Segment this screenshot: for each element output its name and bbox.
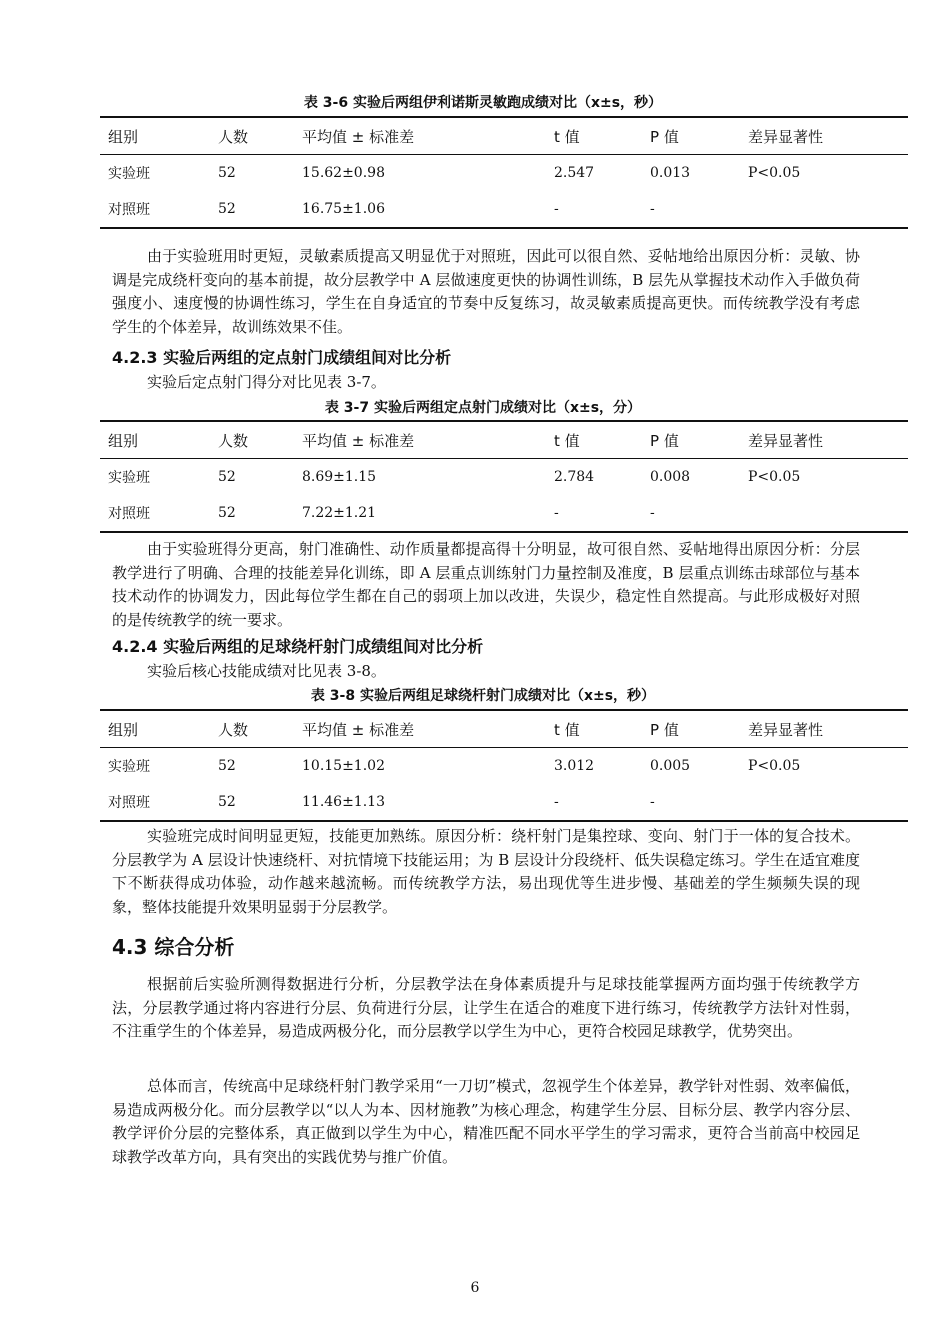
table-row [100,784,908,821]
column-header: 平均值 ± 标准差 [294,421,546,459]
table-cell: 11.46±1.13 [294,784,546,821]
column-header: 人数 [210,117,294,155]
table-cell: 2.547 [554,165,595,181]
column-header: t 值 [546,710,642,748]
table-cell: - [546,784,642,821]
table-cell: 0.008 [650,469,691,485]
table-cell [740,191,908,228]
column-header: P 值 [642,710,740,748]
table-cell: - [642,784,740,821]
table-cell: 52 [218,758,236,774]
table-cell: 8.69±1.15 [302,469,377,485]
table-cell: 对照班 [100,191,210,228]
table-row [100,459,908,496]
column-header: 组别 [100,117,210,155]
table-row [100,155,908,192]
data-table [100,116,908,229]
table-cell: 对照班 [100,784,210,821]
table-header-row [100,421,908,459]
column-header: 组别 [100,710,210,748]
page-number: 6 [470,1280,480,1296]
table-cell: 52 [210,784,294,821]
body-paragraph: 由于实验班得分更高，射门准确性、动作质量都提高得十分明显，故可很自然、妥帖地得出原因分析：分层教学进行了明确、合理的技能差异化训练，即 A 层重点训练射门力量控制及准度，B 层重点训练击球部位与基本技术动作的协调发力，因此每位学生都在自己的弱项上加以改进，失误少，稳定性自然提高。与此形成极好对照的是传统教学的统一要求。 [112,540,860,629]
table-header-row [100,710,908,748]
table-cell: 7.22±1.21 [294,495,546,532]
table-cell: - [546,495,642,532]
column-header: 平均值 ± 标准差 [294,710,546,748]
section-heading: 4.2.4 实验后两组的足球绕杆射门成绩组间对比分析 [112,637,484,656]
table-cell: 52 [218,165,236,181]
table-cell: 52 [210,191,294,228]
table-intro: 实验后核心技能成绩对比见表 3-8。 [147,662,386,680]
table-caption: 表 3-6 实验后两组伊利诺斯灵敏跑成绩对比（x±s，秒） [303,95,663,111]
data-table [100,420,908,533]
section-heading: 4.2.3 实验后两组的定点射门成绩组间对比分析 [112,348,452,367]
table-cell: 实验班 [108,166,150,182]
table-cell: 3.012 [554,758,595,774]
table-intro: 实验后定点射门得分对比见表 3-7。 [147,373,386,391]
table-cell: P<0.05 [748,165,801,181]
body-paragraph: 根据前后实验所测得数据进行分析，分层教学法在身体素质提升与足球技能掌握两方面均强于传统教学方法，分层教学通过将内容进行分层、负荷进行分层，让学生在适合的难度下进行练习，传统教学方法针对性弱，不注重学生的个体差异，易造成两极分化，而分层教学以学生为中心，更符合校园足球教学，优势突出。 [112,975,860,1040]
table-cell: P<0.05 [748,469,801,485]
table-cell: 对照班 [100,495,210,532]
table-cell [740,784,908,821]
column-header: 平均值 ± 标准差 [294,117,546,155]
table-cell: 52 [218,469,236,485]
column-header: 差异显著性 [740,117,908,155]
column-header: 人数 [210,710,294,748]
column-header: 差异显著性 [740,421,908,459]
data-table [100,709,908,822]
body-paragraph: 总体而言，传统高中足球绕杆射门教学采用“一刀切”模式，忽视学生个体差异，教学针对性弱、效率偏低，易造成两极分化。而分层教学以“以人为本、因材施教”为核心理念，构建学生分层、目标分层、教学内容分层、教学评价分层的完整体系，真正做到以学生为中心，精准匹配不同水平学生的学习需求，更符合当前高中校园足球教学改革方向，具有突出的实践优势与推广价值。 [112,1077,860,1166]
body-paragraph: 由于实验班用时更短，灵敏素质提高又明显优于对照班，因此可以很自然、妥帖地给出原因分析：灵敏、协调是完成绕杆变向的基本前提，故分层教学中 A 层做速度更快的协调性训练，B 层先从掌握技术动作入手做负荷强度小、速度慢的协调性练习，学生在自身适宜的节奏中反复练习，故灵敏素质提高更快。而传统教学没有考虑学生的个体差异，故训练效果不佳。 [112,247,860,336]
table-cell: 实验班 [108,470,150,486]
table-cell: 15.62±0.98 [302,165,385,181]
table-cell: - [546,191,642,228]
column-header: 差异显著性 [740,710,908,748]
body-paragraph: 实验班完成时间明显更短，技能更加熟练。原因分析：绕杆射门是集控球、变向、射门于一体的复合技术。分层教学为 A 层设计快速绕杆、对抗情境下技能运用；为 B 层设计分段绕杆、低失误稳定练习。学生在适宜难度下不断获得成功体验，动作越来越流畅。而传统教学方法，易出现优等生进步慢、基础差的学生频频失误的现象，整体技能提升效果明显弱于分层教学。 [112,827,860,916]
table-cell: - [642,495,740,532]
table-cell: 实验班 [108,759,150,775]
table-cell: P<0.05 [748,758,801,774]
table-header-row [100,117,908,155]
table-cell: 0.013 [650,165,691,181]
column-header: P 值 [642,421,740,459]
table-cell [740,495,908,532]
column-header: 组别 [100,421,210,459]
column-header: P 值 [642,117,740,155]
table-cell: - [642,191,740,228]
table-cell: 16.75±1.06 [294,191,546,228]
column-header: t 值 [546,421,642,459]
table-cell: 10.15±1.02 [302,758,385,774]
table-cell: 52 [210,495,294,532]
column-header: 人数 [210,421,294,459]
table-row [100,191,908,228]
table-cell: 2.784 [554,469,595,485]
table-caption: 表 3-8 实验后两组足球绕杆射门成绩对比（x±s，秒） [310,688,656,704]
section-heading: 4.3 综合分析 [112,935,235,959]
table-row [100,748,908,785]
table-row [100,495,908,532]
column-header: t 值 [546,117,642,155]
table-caption: 表 3-7 实验后两组定点射门成绩对比（x±s，分） [324,400,642,416]
table-cell: 0.005 [650,758,691,774]
